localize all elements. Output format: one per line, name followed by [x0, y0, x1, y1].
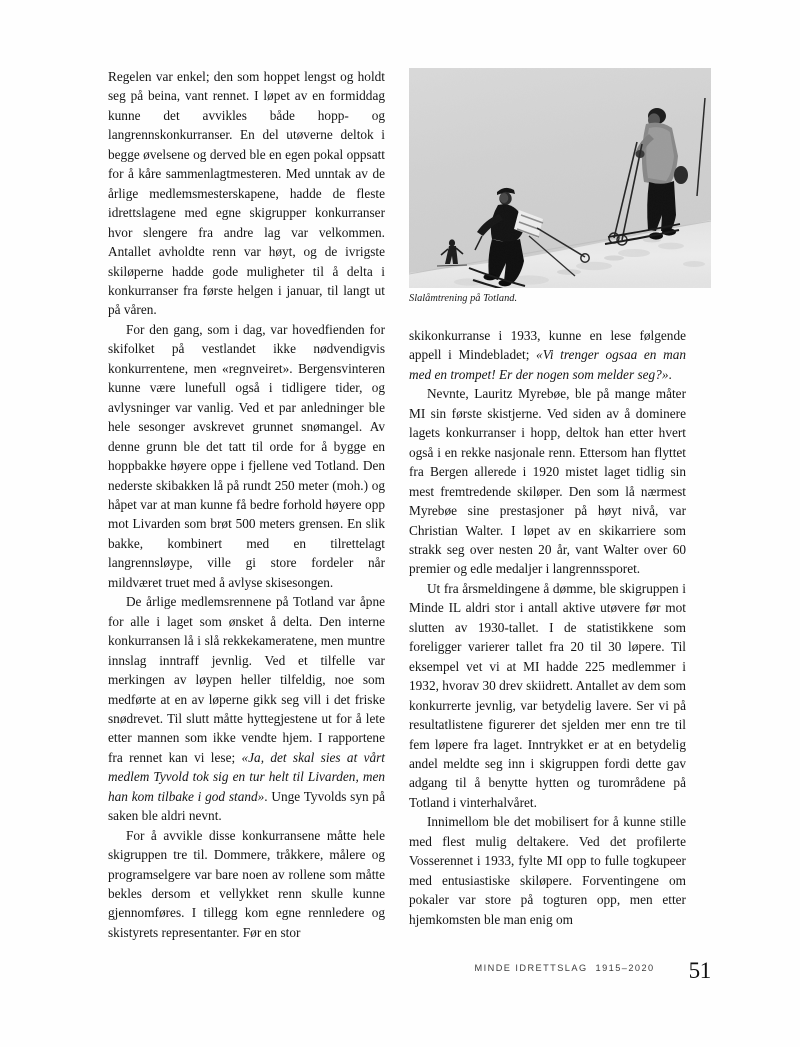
paragraph-lead: De årlige medlemsrennene på Totland var åpne for alle i laget som ønsket å delta. Den interne konkurransen lå i slå rekkekameratene, men muntre innslag inntraff jevnlig. Ved et tilfelle var merkingen av løypen heller tilfeldig, noe som medførte at en av løperne gikk seg vill i det friske snødrevet. Til slutt måtte hyttegjestene ut for å lete etter mannen som ikke vendte hjem. I rapportene fra rennet kan vi lese;	[108, 594, 385, 765]
photo-artwork	[409, 68, 711, 288]
quote-tail: . Unge Tyvolds syn på saken ble aldri nevnt.	[108, 788, 385, 824]
paragraph: Innimellom ble det mobilisert for å kunne stille med flest mulig deltakere. Ved det profilerte Vosserennet i 1933, fylte MI opp to fulle togkupeer med entusiastiske skiløpere. Forventingene om pokaler var store på togturen opp, men etter hjemkomsten ble man enig om	[409, 814, 686, 927]
page-number: 51	[688, 958, 711, 983]
quote-italic: «Ja, det skal sies at vårt medlem Tyvold tok sig en tur helt til Livarden, men han kom tilbake i god stand»	[108, 749, 385, 804]
running-head-title: MINDE IDRETTSLAG	[474, 963, 588, 973]
page-footer	[108, 958, 711, 992]
paragraph-with-quote	[108, 592, 385, 825]
body-text-left-column	[108, 67, 385, 942]
paragraph: For å avvikle disse konkurransene måtte hele skigruppen tre til. Dommere, tråkkere, målere og programselgere var bare noen av rollene som måtte bekles dersom et vellykket renn skulle kunne gjennomføres. I tillegg kom egne rennledere og skistyrets representanter. Før en stor	[108, 827, 385, 940]
paragraph: For den gang, som i dag, var hovedfienden for skifolket på vestlandet ikke nødvendigvis konkurrentene, men «regnveiret». Bergensvinteren kunne være lunefull også i tidligere tider, og avlysninger var vanlig. Ved et par anledninger ble hele sesonger avskrevet grunnet snømangel. Av denne grunn ble det tatt til orde for å bygge en hoppbakke høyere oppe i fjellene ved Totland. Den nederste skibakken lå på rundt 250 meter (moh.) og håpet var at man kunne få bedre forhold høyere opp mot Livarden som brøt 500 meters grensen. En slik bakke, kombinert med en tilrettelagt langrennsløype, ville gi store fordeler når mildværet truet med å avlyse skisesongen.	[108, 321, 385, 590]
appeal-quote-italic: «Vi trenger ogsaa en man med en trompet! Er der nogen som melder seg?»	[409, 347, 686, 382]
slalom-training-photo	[409, 68, 711, 288]
paragraph-continued	[409, 326, 686, 384]
paragraph: Ut fra årsmeldingene å dømme, ble skigruppen i Minde IL aldri stor i antall aktive utøvere før mot slutten av 1930-tallet. I de statistikkene som foreligger varierer tallet fra 20 til 30 løpere. Til eksempel vet vi at MI hadde 225 medlemmer i 1932, hvorav 30 drev skiidrett. Antallet av dem som konkurrerte jevnlig, var betydelig lavere. Ser vi på resultatlistene figurerer det sjelden mer enn tre til fem løpere fra laget. Inntrykket er at en betydelig andel meldte seg inn i skigruppen fordi dette gav adgang til å benytte hytten og turområdene på Totland i vinterhalvåret.	[409, 580, 686, 810]
paragraph: Regelen var enkel; den som hoppet lengst og holdt seg på beina, vant rennet. I løpet av en formiddag kunne det avvikles både hopp- og langrennskonkurranser. En del utøverne deltok i begge øvelsene og derved ble en egen pokal oppsatt for å kåre sammenlagtmesteren. Med unntak av de årlige medlemsmesterskapene, hadde de fleste idrettslagene med egne skigrupper konkurranser hvor slengere fra andre lag var velkommen. Antallet avholdte renn var høyt, og de ivrigste skiløperne hadde gode muligheter til å delta i konkurranser fra første helgen i januar, til langt ut på våren.	[108, 69, 385, 318]
running-head	[475, 963, 655, 973]
photo-caption: Slalåmtrening på Totland.	[409, 293, 518, 304]
paragraph: Nevnte, Lauritz Myrebøe, ble på mange måter MI sin første skistjerne. Ved siden av å dominere lagets konkurranser i hopp, deltok han etter hvert også i en rekke nasjonale renn. Ettersom han flyttet fra Bergen allerede i 1920 mistet laget tidlig sin mest fremtredende skiløper. Den som lå nærmest Myrebøe sine prestasjoner på høyt nivå, var Christian Walter. I løpet av en skikarriere som strakk seg over nesten 20 år, vant Walter over 60 premier og edle medaljer i langrennssporet.	[409, 386, 686, 577]
body-text-right-column	[409, 326, 686, 929]
quote-tail: .	[668, 366, 672, 382]
paragraph-lead: skikonkurranse i 1933, kunne en lese følgende appell i Mindebladet;	[409, 328, 686, 363]
running-head-years: 1915–2020	[595, 963, 655, 973]
